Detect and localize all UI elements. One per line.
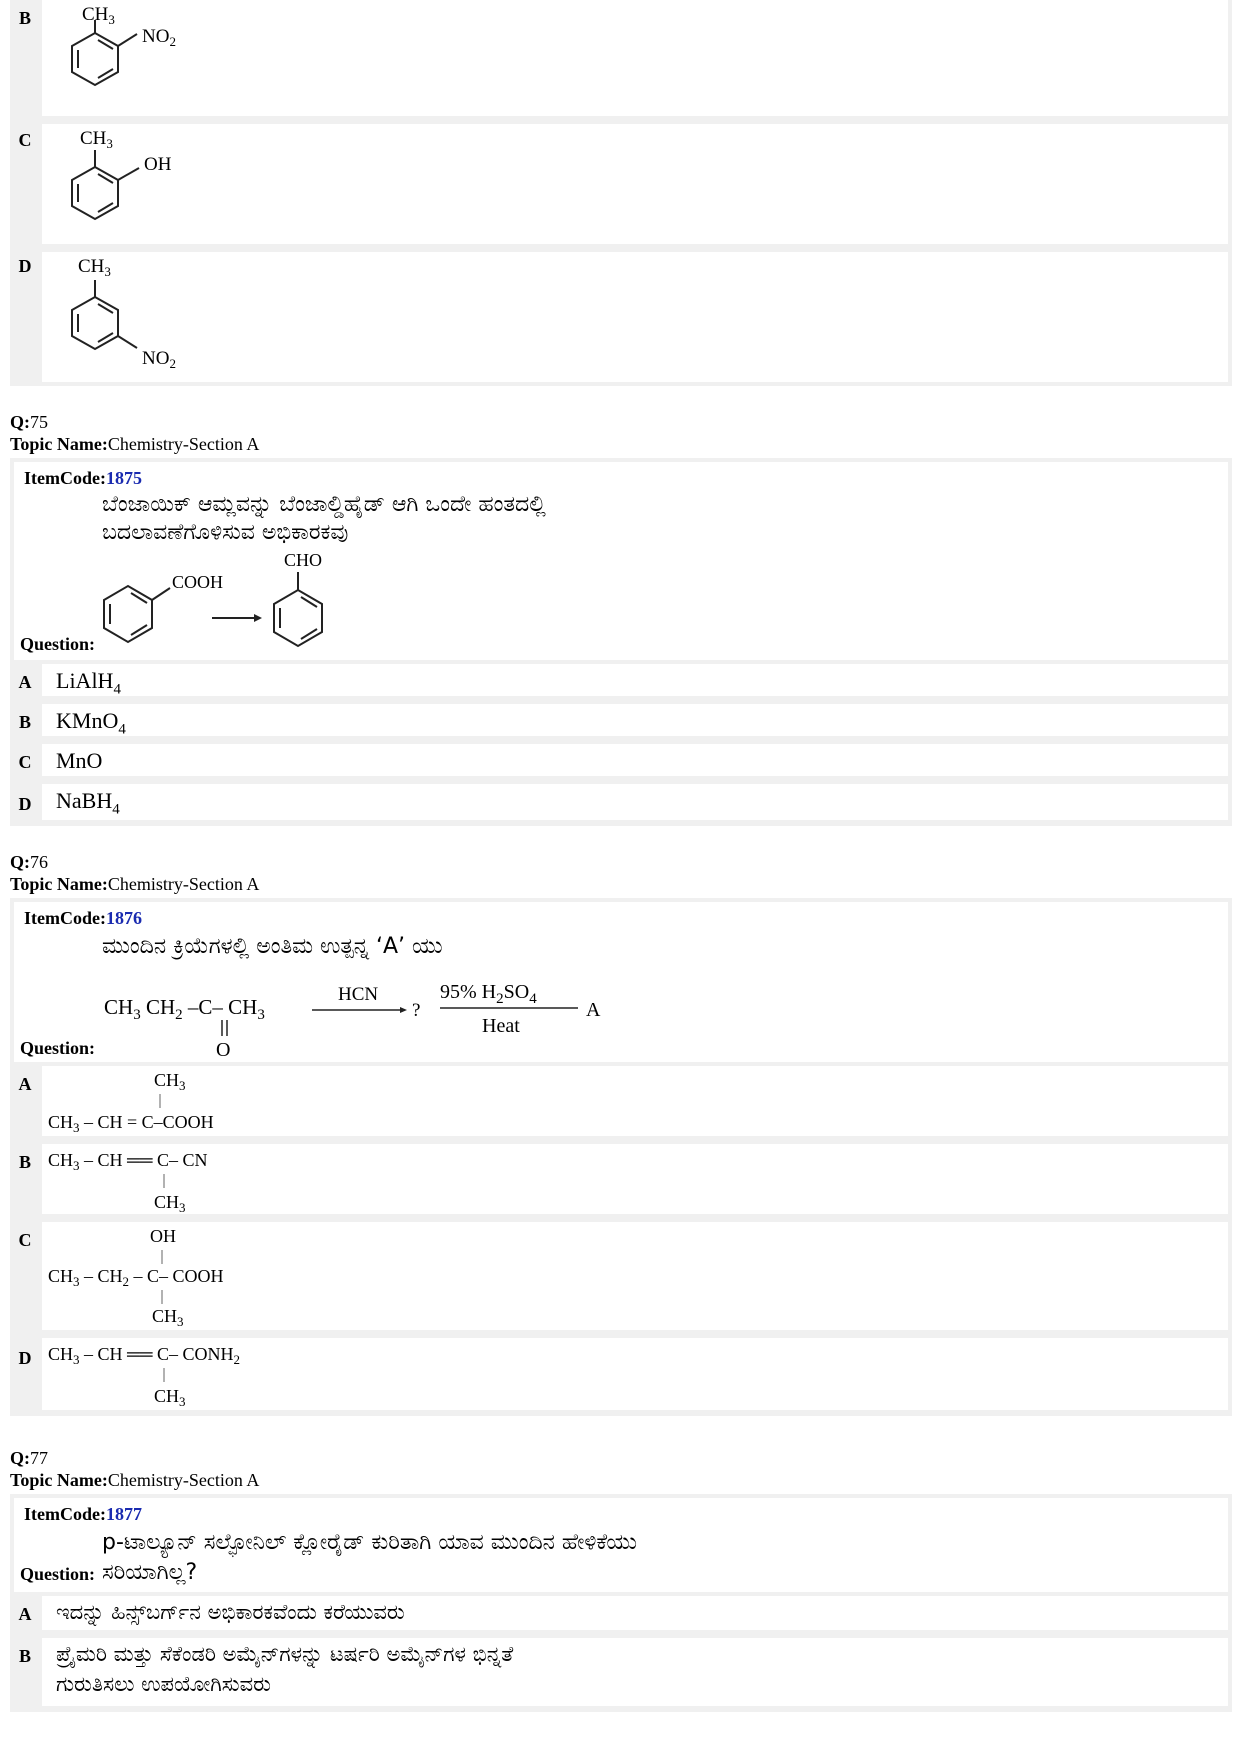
option-letter: B [18, 1152, 31, 1172]
substituent-no2: $NO_2$ [142, 348, 176, 371]
option-structure [42, 1144, 342, 1214]
substituent-oh: OH [144, 154, 172, 175]
item-code: ItemCode:1877 [24, 1504, 142, 1524]
question-panel [14, 902, 1228, 1062]
option-row-b[interactable] [10, 700, 1232, 740]
item-code: ItemCode:1876 [24, 908, 142, 928]
option-row-d[interactable] [10, 248, 1232, 386]
condition-heat: Heat [482, 1015, 520, 1037]
option-structure [42, 1338, 342, 1410]
question-box-75 [10, 458, 1232, 826]
question-label: Question: [20, 634, 96, 654]
question-text-line: ಮುಂದಿನ ಕ್ರಿಯೆಗಳಲ್ಲಿ ಅಂತಿಮ ಉತ್ಪನ್ನ ‘A’ ಯು [102, 934, 443, 959]
option-structure [42, 0, 1228, 116]
question-number: Q:76 [10, 852, 48, 872]
option-text: KMnO$_4$ [56, 708, 126, 738]
svg-text:O: O [216, 1039, 231, 1061]
substituent-ch3: $CH_3$ [80, 128, 113, 151]
option-letter: B [18, 1646, 31, 1666]
option-letter: D [18, 794, 32, 814]
option-text: MnO [56, 748, 103, 773]
svg-text:CH3 – CH ══ C– CN: $CH_3$ – CH ══ C– CN [48, 1150, 208, 1173]
reaction-scheme [94, 548, 374, 656]
reagent-hcn: HCN [338, 984, 379, 1005]
option-row-b[interactable] [10, 0, 1232, 120]
option-letter: D [18, 1348, 32, 1368]
substituent-ch3: $CH_3$ [78, 256, 111, 279]
option-cell [42, 784, 1228, 820]
option-letter: A [18, 1604, 32, 1624]
question-label: Question: [20, 1038, 96, 1058]
option-cell [42, 1222, 1228, 1330]
option-structure [42, 1066, 342, 1136]
option-structure [42, 252, 1228, 382]
svg-text:CH3 – CH ══ C– CONH2: $CH_3$ – CH ══ C– $CONH_2$ [48, 1344, 241, 1367]
question-box-77 [10, 1494, 1232, 1712]
option-structure [42, 124, 1228, 244]
option-cell [42, 664, 1228, 696]
option-row-c[interactable] [10, 120, 1232, 248]
option-cell [42, 1638, 1228, 1706]
option-cell [42, 1596, 1228, 1630]
option-letter: B [18, 712, 31, 732]
option-cell [42, 744, 1228, 776]
topic-name: Topic Name:Chemistry-Section A [10, 1470, 260, 1490]
svg-text:OH: OH [150, 1226, 176, 1246]
option-row-d[interactable] [10, 1334, 1232, 1414]
option-row-d[interactable] [10, 780, 1232, 824]
topic-name: Topic Name:Chemistry-Section A [10, 874, 260, 894]
reactant-formula: $CH_3$ $CH_2$ –C– $CH_3$ [104, 995, 265, 1023]
option-letter: B [18, 8, 31, 28]
topic-name: Topic Name:Chemistry-Section A [10, 434, 260, 454]
product-a: A [586, 999, 601, 1021]
intermediate: ? [412, 1000, 421, 1021]
option-row-c[interactable] [10, 740, 1232, 780]
option-letter: C [18, 752, 32, 772]
option-letter: A [18, 1074, 32, 1094]
option-cell [42, 1066, 1228, 1136]
question-number: Q:77 [10, 1448, 48, 1468]
reaction-scheme [100, 974, 620, 1062]
option-cell [42, 1338, 1228, 1410]
m-nitrotoluene-structure [42, 252, 242, 380]
reagent-h2so4: 95% $H_2SO_4$ [440, 981, 537, 1007]
reactant-group: COOH [172, 572, 224, 592]
substituent-no2: $NO_2$ [142, 26, 176, 49]
option-text: NaBH$_4$ [56, 788, 120, 818]
option-text: ಪ್ರೈಮರಿ ಮತ್ತು ಸೆಕೆಂಡರಿ ಅಮೈನ್‌ಗಳನ್ನು ಟರ್ಷರಿ ಅಮೈನ್‌ಗಳ ಭಿನ್ನತೆ [56, 1642, 514, 1666]
option-text-line2: ಗುರುತಿಸಲು ಉಪಯೋಗಿಸುವರು [56, 1672, 271, 1696]
option-structure [42, 1222, 342, 1330]
svg-text:CH3 – CH = C–COOH: $CH_3$ – CH = C–COOH [48, 1112, 214, 1135]
svg-text:CH3: $CH_3$ [154, 1192, 186, 1214]
option-letter: C [18, 1230, 32, 1250]
option-letter: A [18, 672, 32, 692]
substituent-ch3: $CH_3$ [82, 4, 115, 27]
question-text-line: p-ಟಾಲ್ಯೂನ್ ಸಲ್ಫೋನಿಲ್ ಕ್ಲೋರೈಡ್ ಕುರಿತಾಗಿ ಯಾವ ಮುಂದಿನ ಹೇಳಿಕೆಯು [102, 1530, 637, 1555]
option-cell [42, 704, 1228, 736]
option-row-a[interactable] [10, 660, 1232, 700]
question-text-line: ಸರಿಯಾಗಿಲ್ಲ? [102, 1560, 198, 1585]
question-text-line: ಬದಲಾವಣೆಗೊಳಿಸುವ ಅಭಿಕಾರಕವು [102, 520, 349, 545]
question-number: Q:75 [10, 412, 48, 432]
option-letter: C [18, 130, 32, 150]
option-row-b[interactable] [10, 1634, 1232, 1710]
option-letter: D [18, 256, 32, 276]
question-panel [14, 1498, 1228, 1592]
svg-text:CH3 – CH2 – C– COOH: $CH_3 - CH_2 - C-$ COOH [48, 1266, 224, 1289]
question-panel [14, 462, 1228, 660]
item-code: ItemCode:1875 [24, 468, 142, 488]
option-cell [42, 1144, 1228, 1214]
option-row-a[interactable] [10, 1592, 1232, 1634]
option-row-c[interactable] [10, 1218, 1232, 1334]
prev-options-block [10, 0, 1232, 386]
svg-text:CH3: $CH_3$ [154, 1070, 186, 1093]
question-box-76 [10, 898, 1232, 1416]
o-nitrotoluene-structure [42, 0, 242, 114]
option-row-b[interactable] [10, 1140, 1232, 1218]
o-cresol-structure [42, 124, 242, 242]
option-text: LiAlH$_4$ [56, 668, 121, 698]
svg-text:CH3: $CH_3$ [154, 1386, 186, 1409]
question-label: Question: [20, 1564, 96, 1584]
product-group: CHO [284, 550, 323, 570]
svg-text:CH3: $CH_3$ [152, 1306, 184, 1329]
question-text-line: ಬೆಂಜಾಯಿಕ್ ಆಮ್ಲವನ್ನು ಬೆಂಜಾಲ್ಡಿಹೈಡ್ ಆಗಿ ಒಂದೇ ಹಂತದಲ್ಲಿ [102, 492, 546, 517]
option-row-a[interactable] [10, 1062, 1232, 1140]
option-text: ಇದನ್ನು ಹಿನ್ಸ್‌ಬರ್ಗ್‌ನ ಅಭಿಕಾರಕವೆಂದು ಕರೆಯುವರು [56, 1600, 405, 1624]
